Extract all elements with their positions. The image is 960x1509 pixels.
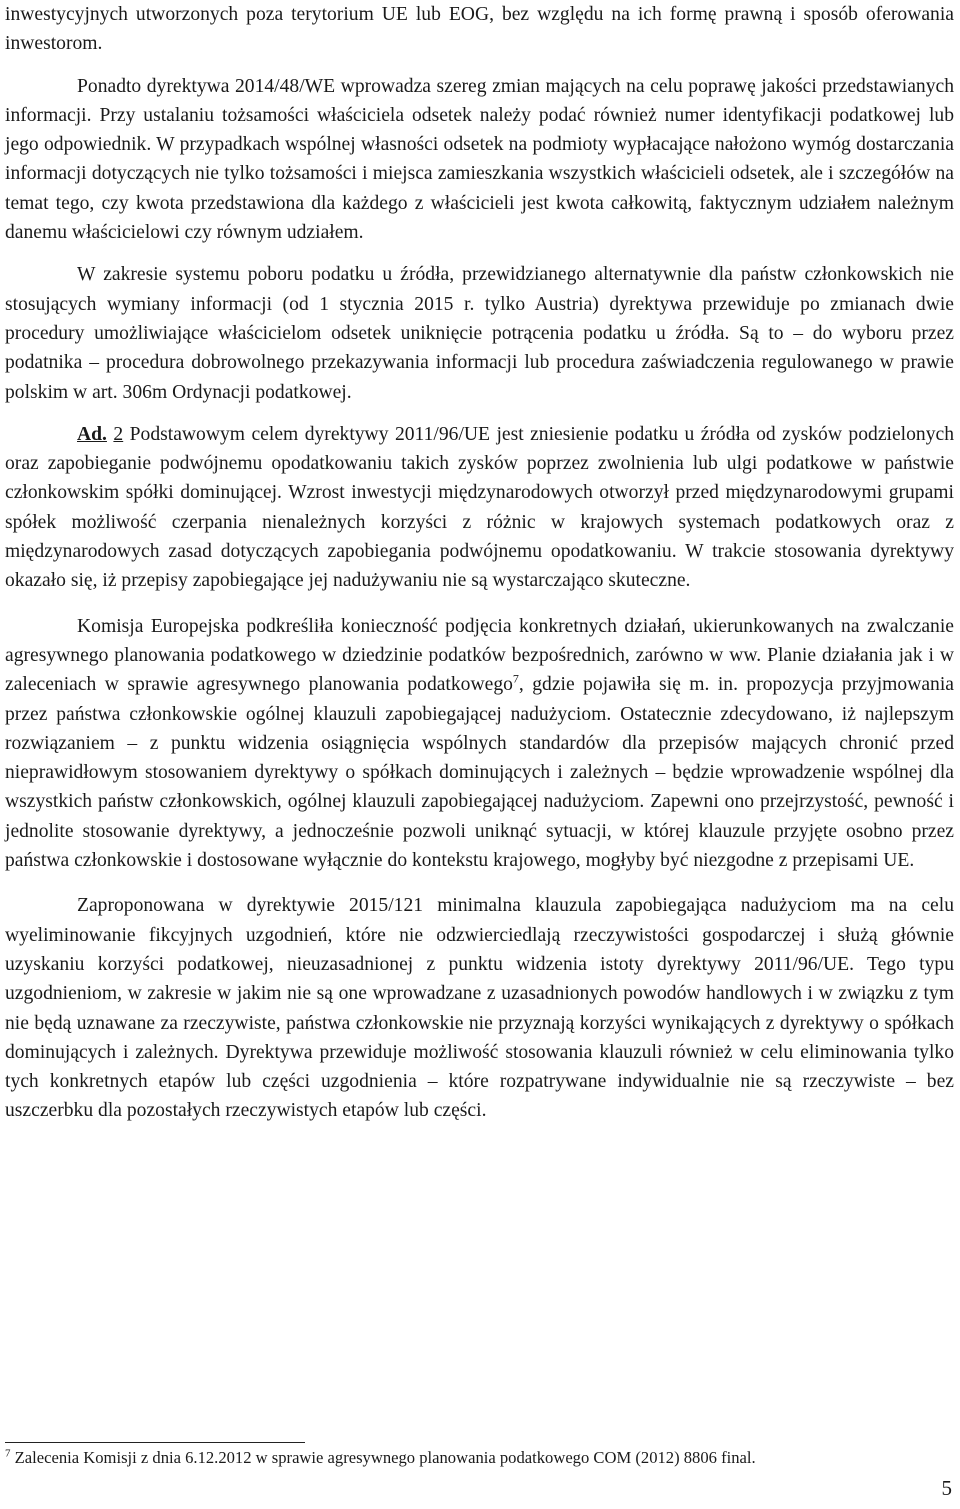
- paragraph-1-text: inwestycyjnych utworzonych poza terytorium UE lub EOG, bez względu na ich formę prawną i sposób oferowania inwestorom.: [5, 4, 954, 55]
- footnote-text: Zalecenia Komisji z dnia 6.12.2012 w sprawie agresywnego planowania podatkowego COM (2012) 8806 final.: [10, 1448, 756, 1467]
- paragraph-1: [5, 0, 954, 59]
- paragraph-4-text: Podstawowym celem dyrektywy 2011/96/UE jest zniesienie podatku u źródła od zysków podzielonych oraz zapobieganie podwójnemu opodatkowaniu takich zysków poprzez zwolnienia lub ulgi podatkowe w państwie członkowskim spółki dominującej. Wzrost inwestycji międzynarodowych otworzył przed międzynarodowymi grupami spółek możliwość czerpania nienależnych korzyści z różnic w krajowych systemach podatkowych oraz z międzynarodowych zasad dotyczących zapobiegania podwójnemu opodatkowaniu. W trakcie stosowania dyrektywy okazało się, iż przepisy zapobiegające jej nadużywaniu nie są wystarczająco skuteczne.: [5, 423, 954, 592]
- paragraph-2-text-a: Ponadto dyrektywa 2014/48/WE wprowadza szereg zmian mających na celu poprawę jakości przedstawianych informacji. Przy ustalaniu tożsamości właściciela odsetek należy podać również numer identyfikacji podatkowej lub jego odpowiednik.: [5, 75, 954, 156]
- page-number: 5: [941, 1476, 952, 1500]
- paragraph-2-text-b: W przypadkach wspólnej własności odsetek na podmioty wypłacające nałożono wymóg dostarczania informacji dotyczących nie tylko tożsamości i miejsca zamieszkania wszystkich właścicieli odsetek, ale i szczegółów na temat tego, czy kwota przedstawiona dla każdego z właścicieli jest kwota całkowitą, faktycznym udziałem należnym danemu właścicielowi czy równym udziałem.: [5, 134, 955, 244]
- footnote-marker: 7: [5, 1447, 11, 1460]
- footnote-reference-7: 7: [512, 671, 519, 686]
- paragraph-5: [5, 612, 954, 876]
- ad-number: 2: [113, 423, 124, 445]
- paragraph-3-text: W zakresie systemu poboru podatku u źródła, przewidzianego alternatywnie dla państw członkowskich nie stosujących wymiany informacji (od 1 stycznia 2015 r. tylko Austria) dyrektywa przewiduje po zmianach dwie procedury umożliwiające właścicielom odsetek uniknięcie potrącenia podatku u źródła. Są to – do wyboru przez podatnika – procedura dobrowolnego przekazywania informacji lub procedura zaświadczenia regulowanego w prawie polskim w art. 306m Ordynacji podatkowej.: [5, 264, 954, 403]
- ad-label: Ad.: [77, 423, 107, 445]
- paragraph-4: [5, 420, 954, 596]
- paragraph-5-text-a: Komisja Europejska podkreśliła konieczność podjęcia konkretnych działań, ukierunkowanych na zwalczanie agresywnego planowania podatkowego w dziedzinie podatków bezpośrednich, zarówno w ww. Planie działania jak i w zaleceniach w sprawie agresywnego planowania podatkowego: [5, 615, 954, 696]
- paragraph-6: [5, 891, 954, 1125]
- footnote-separator: [5, 1442, 305, 1443]
- paragraph-3: [5, 260, 954, 406]
- paragraph-2: [5, 72, 954, 248]
- paragraph-5-text-b: , gdzie pojawiła się m. in. propozycja przyjmowania przez państwa członkowskie ogólnej klauzuli zapobiegającej nadużyciom. Ostatecznie zdecydowano, iż najlepszym rozwiązaniem – z punktu widzenia osiągnięcia wspólnych standardów dla przepisów mających chronić przed nieprawidłowym stosowaniem dyrektywy o spółkach dominujących i zależnych – będzie wprowadzenie wspólnej dla wszystkich państw członkowskich, ogólnej klauzuli zapobiegającej nadużyciom. Zapewni ono przejrzystość, pewność i jednolite stosowanie dyrektywy, a jednocześnie pozwoli uniknąć sytuacji, w której klauzule przyjęte osobno przez państwa członkowskie i dostosowane wyłącznie do kontekstu krajowego, mogłyby być niezgodne z przepisami UE.: [5, 674, 954, 872]
- footnote-7: [5, 1447, 960, 1469]
- paragraph-6-text: Zaproponowana w dyrektywie 2015/121 minimalna klauzula zapobiegająca nadużyciom ma na celu wyeliminowanie fikcyjnych uzgodnień, które nie odzwierciedlają rzeczywistości gospodarczej i służą głównie uzyskaniu korzyści podatkowej, nieuzasadnionej z punktu widzenia istoty dyrektywy 2011/96/UE. Tego typu uzgodnieniom, w zakresie w jakim nie są one wprowadzane z uzasadnionych powodów handlowych i w związku z tym nie będą uznawane za rzeczywiste, państwa członkowskie nie przyznają korzyści wynikających z dyrektywy o spółkach dominujących i zależnych. Dyrektywa przewiduje możliwość stosowania klauzuli również w celu eliminowania tylko tych konkretnych etapów lub części uzgodnienia – które rozpatrywane indywidualnie nie są rzeczywiste – bez uszczerbku dla pozostałych rzeczywistych etapów lub części.: [5, 895, 954, 1122]
- document-page: [5, 0, 954, 1126]
